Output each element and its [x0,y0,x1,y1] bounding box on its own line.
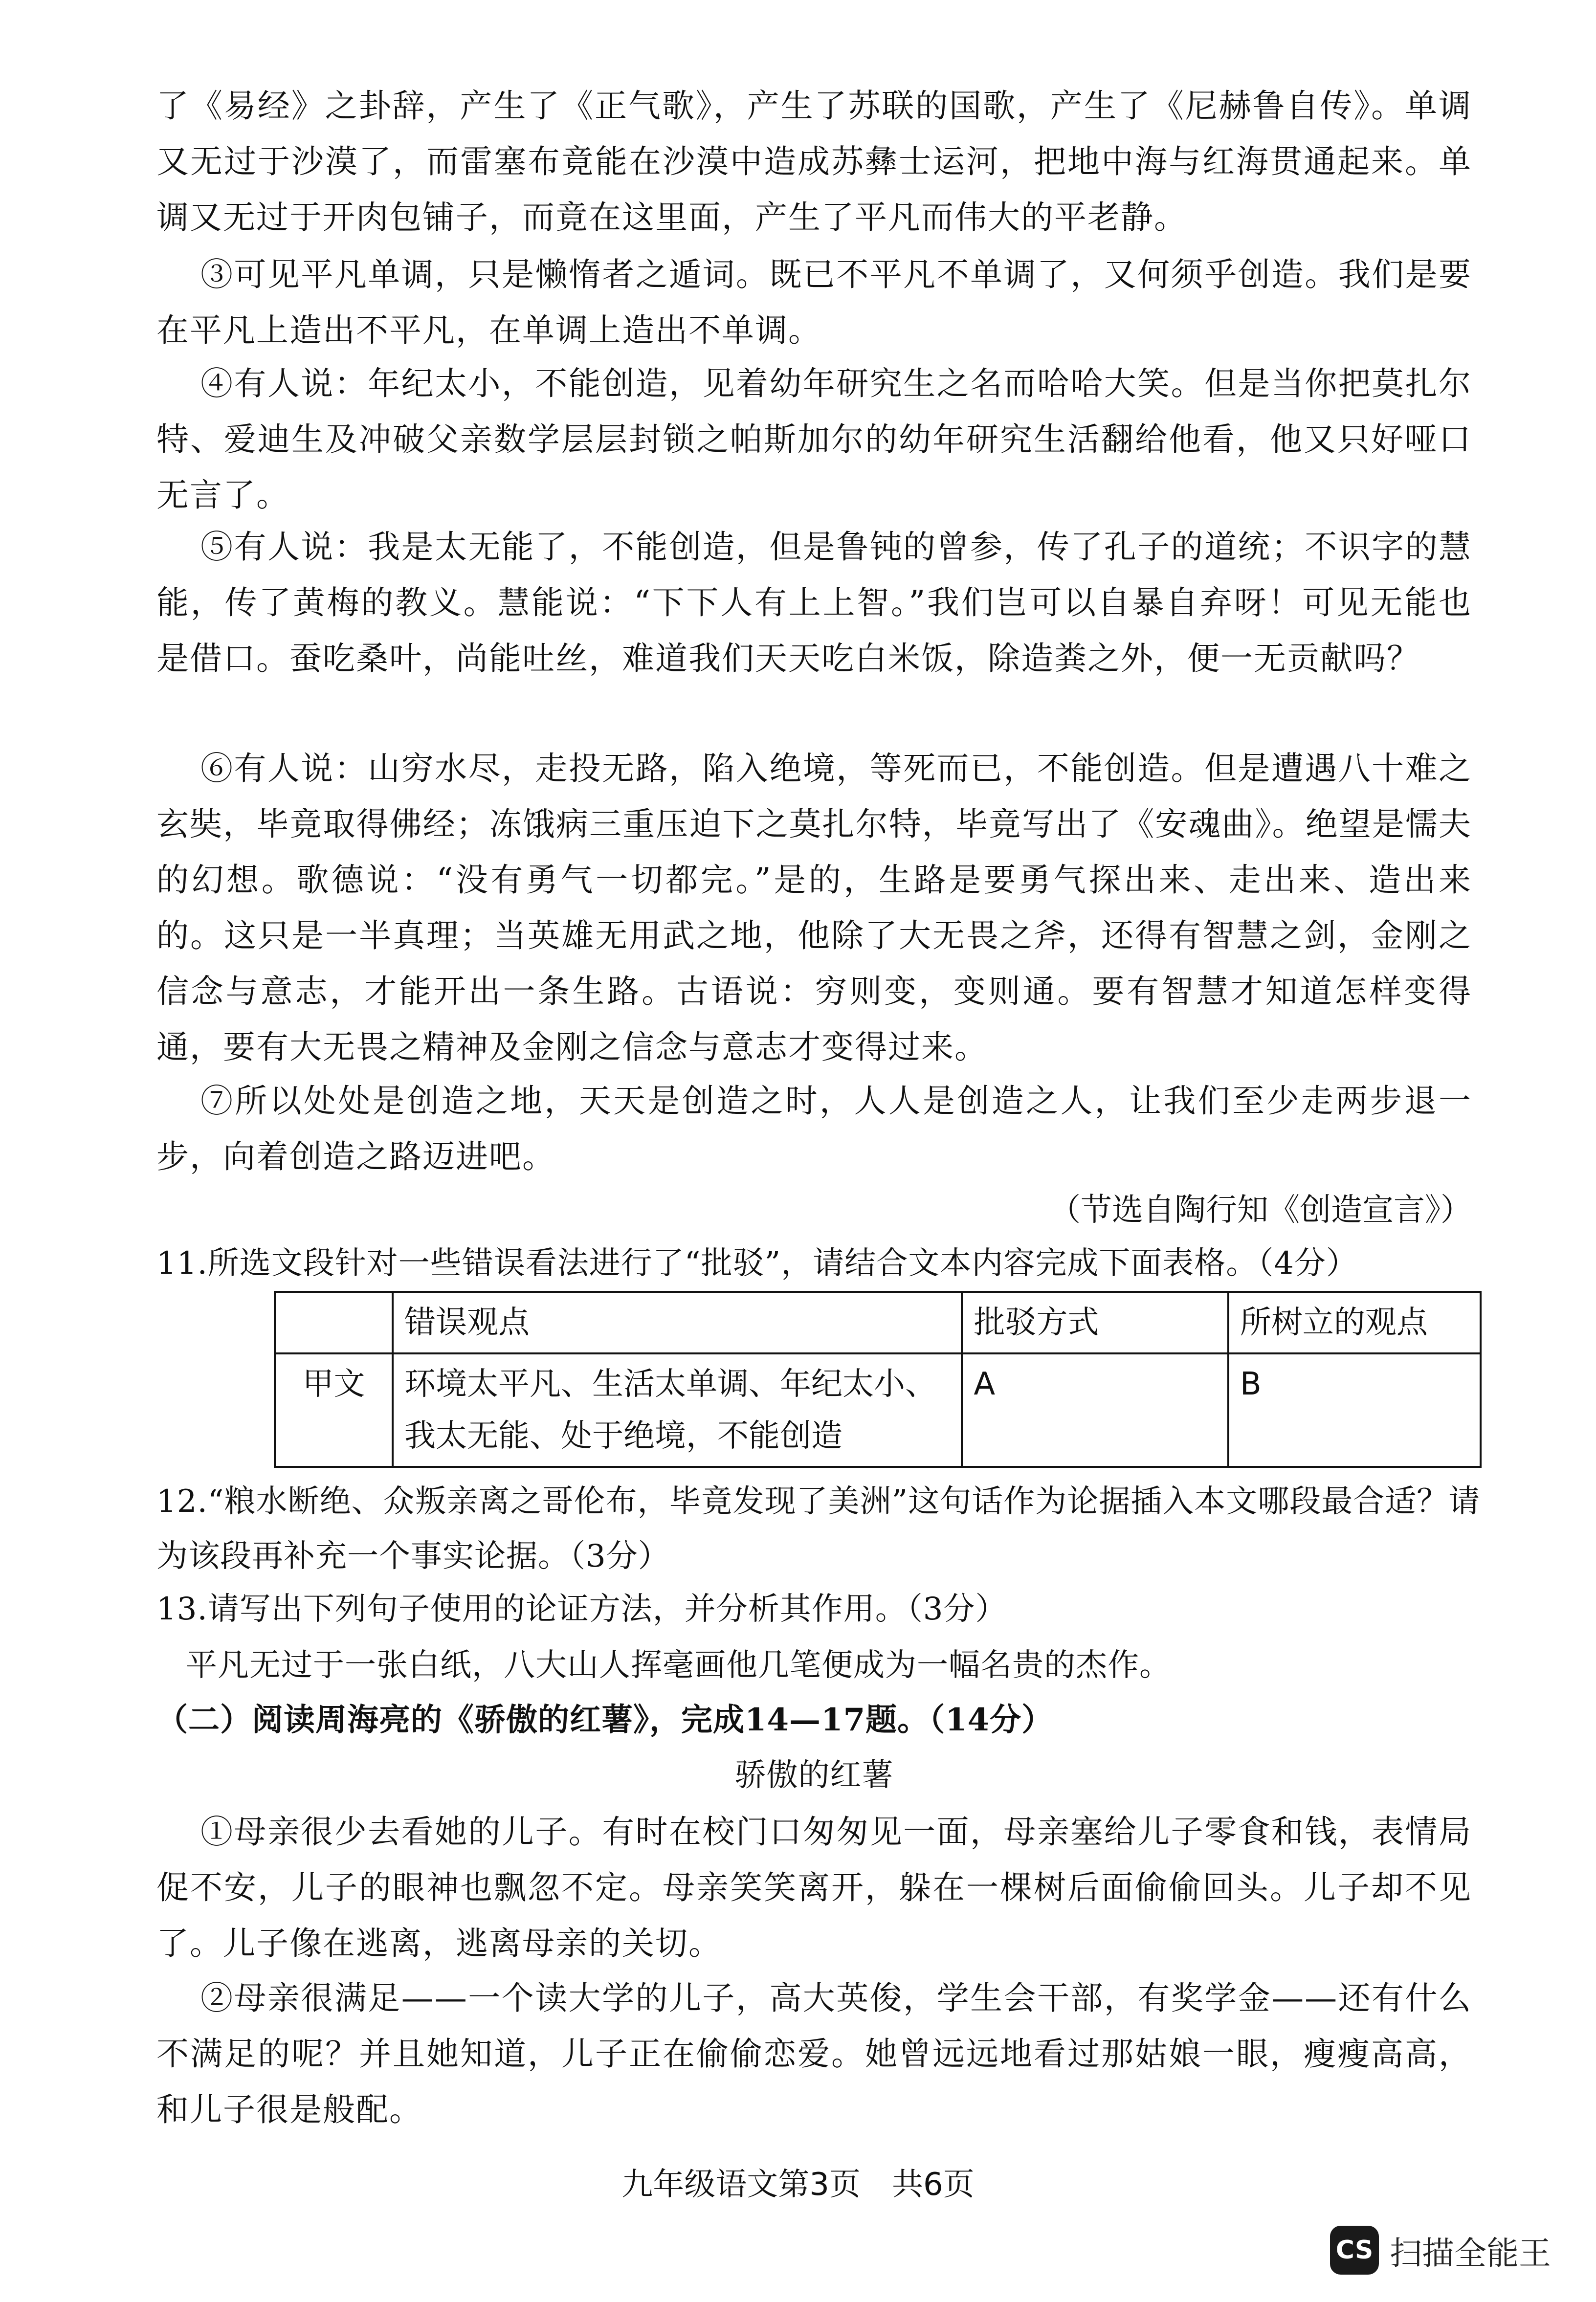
question-11: 11.所选文段针对一些错误看法进行了“批驳”，请结合文本内容完成下面表格。（4分） [156,1245,1358,1282]
paragraph-4: ④有人说：年纪太小，不能创造，见着幼年研究生之名而哈哈大笑。但是当你把莫扎尔特、爱迪生及冲破父亲数学层层封锁之帕斯加尔的幼年研究生活翻给他看，他又只好哑口无言了。 [156,365,1472,514]
question-13-sentence: 平凡无过于一张白纸，八大山人挥毫画他几笔便成为一幅名贵的杰作。 [186,1647,1171,1683]
question-13: 13.请写出下列句子使用的论证方法，并分析其作用。（3分） [156,1591,1007,1627]
table-row [275,1353,1481,1467]
source-citation: （节选自陶行知《创造宣言》） [1049,1192,1472,1228]
table-header-method: 批驳方式 [962,1292,1228,1353]
table-cell-b: B [1228,1353,1481,1467]
paragraph-6: ⑥有人说：山穷水尽，走投无路，陷入绝境，等死而已，不能创造。但是遭遇八十难之玄奘，毕竟取得佛经；冻饿病三重压迫下之莫扎尔特，毕竟写出了《安魂曲》。绝望是懦夫的幻想。歌德说：“没有勇气一切都完。”是的，生路是要勇气探出来、走出来、造出来的。这只是一半真理；当英雄无用武之地，他除了大无畏之斧，还得有智慧之剑，金刚之信念与意志，才能开出一条生路。古语说：穷则变，变则通。要有智慧才知道怎样变得通，要有大无畏之精神及金刚之信念与意志才变得过来。 [156,750,1472,1066]
page-footer: 九年级语文第3页 共6页 [621,2167,975,2203]
story-title: 骄傲的红薯 [734,1757,894,1793]
paragraph-3: ③可见平凡单调，只是懒惰者之遁词。既已不平凡不单调了，又何须乎创造。我们是要在平凡上造出不平凡，在单调上造出不单调。 [156,256,1472,349]
section-2-heading: （二）阅读周海亮的《骄傲的红薯》，完成14—17题。（14分） [156,1702,1054,1738]
camscanner-logo-icon: CS [1330,2226,1379,2275]
story-paragraph-1: ①母亲很少去看她的儿子。有时在校门口匆匆见一面，母亲塞给儿子零食和钱，表情局促不安，儿子的眼神也飘忽不定。母亲笑笑离开，躲在一棵树后面偷偷回头。儿子却不见了。儿子像在逃离，逃离母亲的关切。 [156,1813,1472,1962]
paragraph-5: ⑤有人说：我是太无能了，不能创造，但是鲁钝的曾参，传了孔子的道统；不识字的慧能，传了黄梅的教义。慧能说：“下下人有上上智。”我们岂可以自暴自弃呀！可见无能也是借口。蚕吃桑叶，尚能吐丝，难道我们天天吃白米饭，除造粪之外，便一无贡献吗？ [156,528,1472,677]
table-header-blank [275,1292,393,1353]
table-cell-a: A [962,1353,1228,1467]
table-cell-wrong-view: 环境太平凡、生活太单调、年纪太小、我太无能、处于绝境，不能创造 [393,1353,962,1467]
table-header-row [275,1292,1481,1353]
table-header-view: 所树立的观点 [1228,1292,1481,1353]
watermark-text: 扫描全能王 [1390,2234,1551,2272]
paragraph-continued: 了《易经》之卦辞，产生了《正气歌》，产生了苏联的国歌，产生了《尼赫鲁自传》。单调又无过于沙漠了，而雷塞布竟能在沙漠中造成苏彝士运河，把地中海与红海贯通起来。单调又无过于开肉包铺子，而竟在这里面，产生了平凡而伟大的平老静。 [156,87,1472,236]
table-header-wrong-view: 错误观点 [393,1292,962,1353]
question-12: 12.“粮水断绝、众叛亲离之哥伦布，毕竟发现了美洲”这句话作为论据插入本文哪段最合适？请为该段再补充一个事实论据。（3分） [156,1483,1481,1574]
story-paragraph-2: ②母亲很满足——一个读大学的儿子，高大英俊，学生会干部，有奖学金——还有什么不满足的呢？并且她知道，儿子正在偷偷恋爱。她曾远远地看过那姑娘一眼，瘦瘦高高，和儿子很是般配。 [156,1979,1472,2128]
answer-table [274,1291,1482,1468]
table-row-label: 甲文 [275,1353,393,1467]
paragraph-7: ⑦所以处处是创造之地，天天是创造之时，人人是创造之人，让我们至少走两步退一步，向着创造之路迈进吧。 [156,1082,1472,1175]
scanner-watermark [1330,2226,1551,2275]
